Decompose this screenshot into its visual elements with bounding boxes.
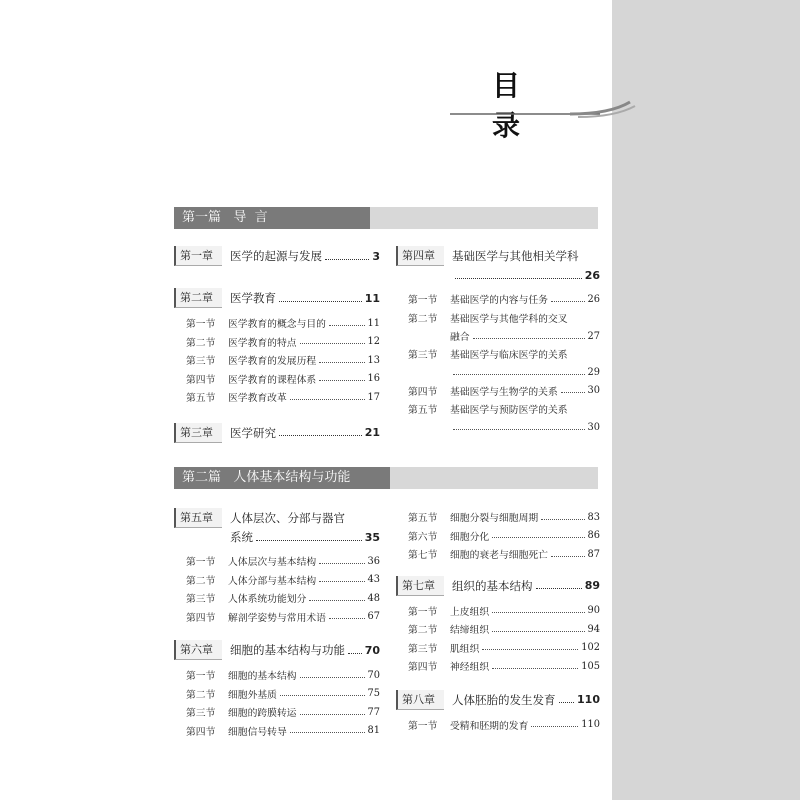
part-header-1 [174, 207, 598, 229]
section-row[interactable]: 第一节 基础医学的内容与任务 26 [408, 293, 600, 307]
page-title: 目 录 [492, 69, 555, 142]
chapter-page: 11 [364, 291, 380, 305]
chapter-5-page-row: 系统 35 [230, 530, 380, 544]
chapter-title: 组织的基本结构 [452, 578, 533, 593]
chapter-1[interactable] [174, 246, 380, 266]
section-row[interactable]: 第四节 医学教育的课程体系 16 [186, 373, 380, 386]
title-swoosh [450, 100, 630, 120]
chapter-4[interactable] [396, 246, 600, 266]
section-row-cont: 29 [396, 364, 600, 382]
section-row[interactable]: 第二节 细胞外基质 75 [186, 688, 380, 701]
chapter-title: 医学研究 [230, 425, 276, 440]
section-row[interactable]: 第五节 医学教育改革 17 [186, 391, 380, 405]
section-row[interactable]: 第四节 基础医学与生物学的关系 30 [408, 385, 600, 398]
chapter-number: 第三章 [174, 423, 222, 443]
section-row[interactable]: 第五节 基础医学与预防医学的关系 [408, 405, 568, 417]
chapter-title: 人体层次、分部与器官 [230, 511, 345, 525]
chapter-title: 医学的起源与发展 [230, 249, 322, 263]
chapter-page: 3 [372, 249, 380, 263]
chapter-page: 110 [577, 693, 600, 706]
chapter-8[interactable] [396, 690, 600, 710]
chapter-title: 医学教育 [230, 291, 276, 305]
chapter-number: 第八章 [396, 690, 444, 710]
chapter-number: 第五章 [174, 508, 222, 528]
section-row[interactable]: 第四节 神经组织 105 [408, 660, 600, 674]
section-row[interactable]: 第四节 细胞信号转导 81 [186, 725, 380, 738]
title-area [420, 60, 620, 142]
chapter-page: 89 [584, 579, 600, 592]
side-band [612, 0, 800, 800]
chapter-title: 细胞的基本结构与功能 [230, 643, 345, 657]
chapter-number: 第四章 [396, 246, 444, 266]
part-header-2 [174, 467, 598, 489]
section-row[interactable]: 第二节 基础医学与其他学科的交叉 [408, 313, 568, 325]
chapter-number: 第一章 [174, 246, 222, 266]
section-row[interactable]: 第一节 受精和胚期的发育 110 [408, 719, 600, 732]
section-row[interactable]: 第一节 人体层次与基本结构 36 [186, 555, 380, 569]
section-row[interactable]: 第一节 医学教育的概念与目的 11 [186, 317, 380, 331]
chapter-title: 人体胚胎的发生发育 [452, 692, 556, 707]
section-row[interactable]: 第五节 细胞分裂与细胞周期 83 [408, 511, 600, 525]
chapter-4-page-row: 26 [396, 266, 600, 284]
section-row[interactable]: 第三节 细胞的跨膜转运 77 [186, 706, 380, 720]
section-row[interactable]: 第二节 人体分部与基本结构 43 [186, 574, 380, 587]
chapter-page: 21 [364, 426, 380, 439]
section-row[interactable]: 第一节 细胞的基本结构 70 [186, 669, 380, 683]
section-row[interactable]: 第六节 细胞分化 86 [408, 530, 600, 543]
chapter-3[interactable] [174, 423, 380, 443]
chapter-page: 70 [364, 643, 380, 657]
section-row[interactable]: 第三节 肌组织 102 [408, 642, 600, 655]
chapter-number: 第二章 [174, 288, 222, 308]
part1-left-column [174, 246, 380, 443]
chapter-2[interactable] [174, 288, 380, 308]
chapter-title: 基础医学与其他相关学科 [452, 249, 579, 263]
section-row[interactable]: 第七节 细胞的衰老与细胞死亡 87 [408, 548, 600, 562]
section-row[interactable]: 第三节 人体系统功能划分 48 [186, 592, 380, 606]
chapter-number: 第七章 [396, 576, 444, 596]
section-row-cont: 融合 27 [450, 330, 600, 343]
part-label: 第二篇 人体基本结构与功能 [174, 467, 390, 489]
section-row[interactable]: 第一节 上皮组织 90 [408, 605, 600, 618]
section-row[interactable]: 第二节 结缔组织 94 [408, 623, 600, 637]
section-row[interactable]: 第四节 解剖学姿势与常用术语 67 [186, 611, 380, 624]
section-row[interactable]: 第二节 医学教育的特点 12 [186, 336, 380, 349]
part1-right-column [396, 246, 600, 437]
chapter-5[interactable] [174, 508, 380, 528]
section-row[interactable]: 第三节 基础医学与临床医学的关系 [408, 350, 568, 362]
chapter-6[interactable] [174, 640, 380, 660]
part2-right-column [396, 508, 600, 734]
section-row-cont: 30 [396, 419, 600, 437]
section-row[interactable]: 第三节 医学教育的发展历程 13 [186, 354, 380, 368]
part2-left-column [174, 508, 380, 740]
chapter-number: 第六章 [174, 640, 222, 660]
part-label: 第一篇 导 言 [174, 207, 370, 229]
chapter-7[interactable] [396, 576, 600, 596]
